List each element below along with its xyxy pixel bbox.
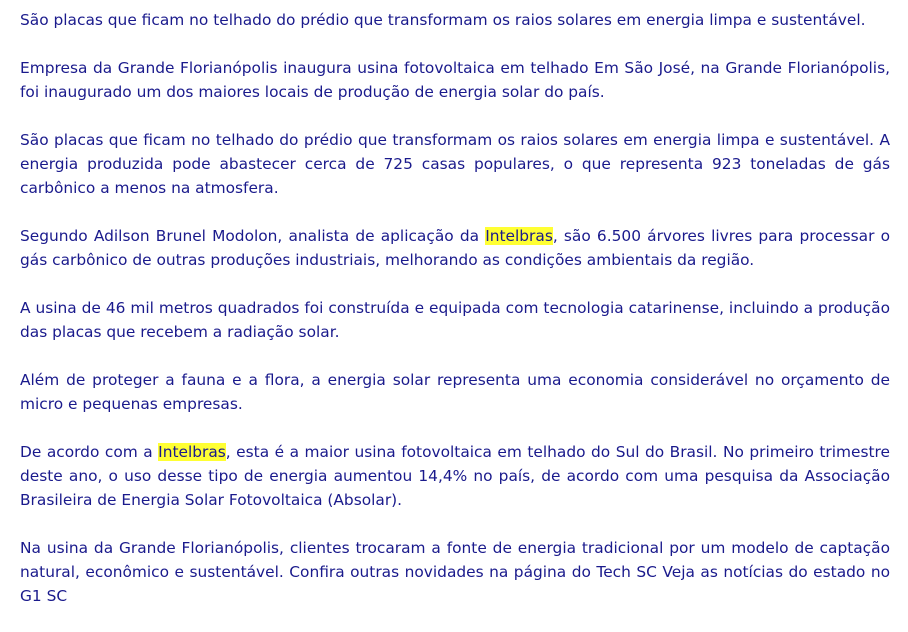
paragraph-text: Segundo Adilson Brunel Modolon, analista de aplicação da [20,227,486,245]
paragraph-text: Na usina da Grande Florianópolis, clientes trocaram a fonte de energia tradicional por um modelo de captação natural, econômico e sustentável. Confira outras novidades na página do Tech SC Veja as notícias do estado no G1 SC [20,539,890,605]
paragraph-2 [20,56,890,104]
paragraph-text: A usina de 46 mil metros quadrados foi construída e equipada com tecnologia catarinense, incluindo a produção das placas que recebem a radiação solar. [20,299,890,341]
paragraph-6 [20,368,890,416]
article-body [20,8,890,632]
highlighted-term-intelbras: Intelbras [158,443,226,461]
paragraph-4 [20,224,890,272]
paragraph-7 [20,440,890,512]
paragraph-text: Empresa da Grande Florianópolis inaugura usina fotovoltaica em telhado Em São José, na Grande Florianópolis, foi inaugurado um dos maiores locais de produção de energia solar do país. [20,59,890,101]
paragraph-8 [20,536,890,608]
paragraph-5 [20,296,890,344]
paragraph-text: , são 6.500 árvores livres para processar o gás carbônico de outras produções industriais, melhorando as condições ambientais da região. [20,227,890,269]
paragraph-text: São placas que ficam no telhado do prédio que transformam os raios solares em energia limpa e sustentável. [20,11,866,29]
paragraph-text: , esta é a maior usina fotovoltaica em telhado do Sul do Brasil. No primeiro trimestre deste ano, o uso desse tipo de energia aumentou 14,4% no país, de acordo com uma pesquisa da Associação Brasileira de Energia Solar Fotovoltaica (Absolar). [20,443,890,509]
paragraph-text: De acordo com a [20,443,159,461]
paragraph-3 [20,128,890,200]
paragraph-text: São placas que ficam no telhado do prédio que transformam os raios solares em energia limpa e sustentável. A energia produzida pode abastecer cerca de 725 casas populares, o que representa 923 toneladas de gás carbônico a menos na atmosfera. [20,131,890,197]
highlighted-term-intelbras: Intelbras [485,227,553,245]
paragraph-text: Além de proteger a fauna e a flora, a energia solar representa uma economia considerável no orçamento de micro e pequenas empresas. [20,371,890,413]
paragraph-1 [20,8,890,32]
